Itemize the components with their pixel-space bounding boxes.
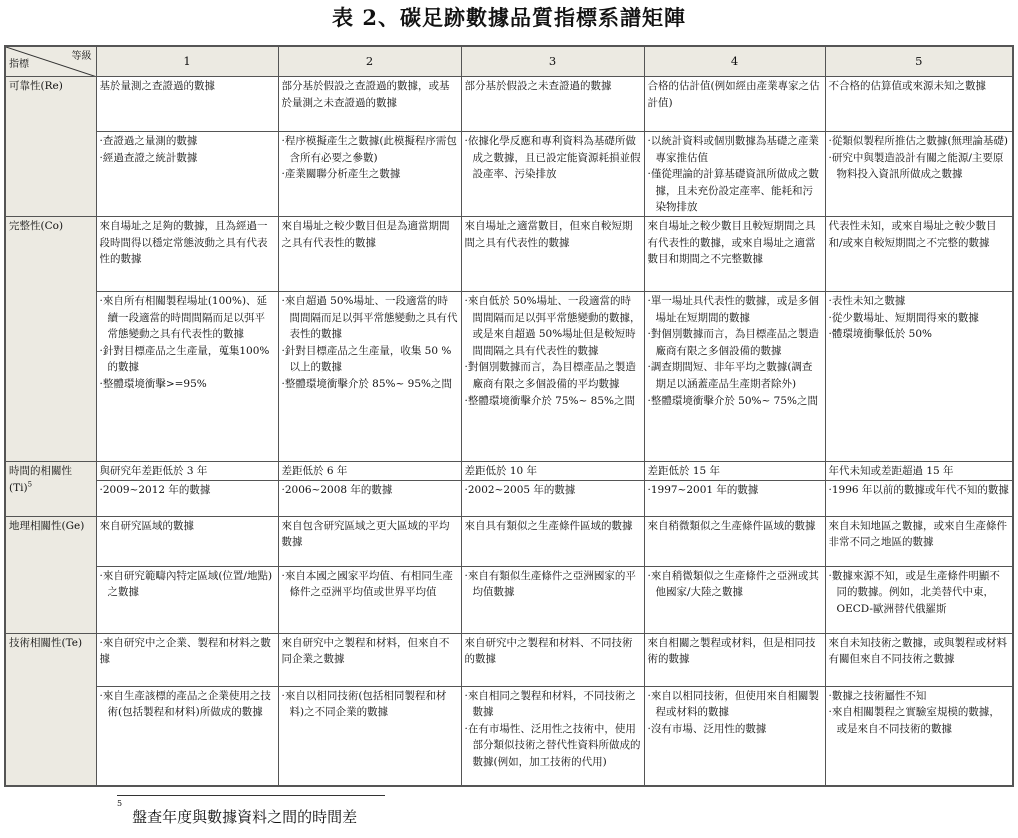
example-cell-level-5 (825, 132, 1013, 217)
indicator-label: 可靠性(Re) (9, 80, 63, 92)
example-item: ·針對目標產品之生產量，蒐集100%的數據 (99, 344, 270, 374)
example-cell-level-2 (278, 132, 461, 217)
example-item: ·數據來源不知，或是生產條件明顯不同的數據。例如，北美替代中東，OECD-歐洲替代俄羅斯 (828, 569, 1000, 615)
row-co-examples (5, 291, 1013, 461)
example-item: ·在有市場性、泛用性之技術中，使用部分類似技術之替代性資料所做成的數據(例如，加工技術的代用) (464, 722, 641, 768)
criteria-cell-level-3: 差距低於 10 年 (461, 461, 644, 480)
example-item: ·針對目標產品之生產量，收集 50 %以上的數據 (281, 344, 452, 374)
level-header-2: 2 (278, 46, 461, 77)
example-cell-level-1 (96, 686, 278, 786)
example-item: ·來自有類似生產條件之亞洲國家的平均值數據 (464, 569, 636, 599)
criteria-cell-level-2: 來自研究中之製程和材料，但來自不同企業之數據 (278, 633, 461, 686)
indicator-axis-label: 指標 (9, 59, 29, 71)
indicator-label: 時間的相關性(Ti) (9, 464, 72, 494)
example-item: ·來自生產該標的產品之企業使用之技術(包括製程和材料)所做成的數據 (99, 689, 271, 719)
row-co-main (5, 216, 1013, 291)
example-item: ·僅從理論的計算基礎資訊所做成之數據，且未充份設定產率、能耗和污染物排放 (647, 168, 819, 214)
example-item: ·查證過之量測的數據 (99, 135, 198, 147)
table-title: 表 2、碳足跡數據品質指標系譜矩陣 (332, 5, 686, 30)
criteria-cell-level-1: 基於量測之查證過的數據 (96, 77, 278, 132)
example-cell-level-3 (461, 686, 644, 786)
example-cell-level-5 (825, 291, 1013, 461)
criteria-cell-level-3: 來自研究中之製程和材料、不同技術的數據 (461, 633, 644, 686)
footnote-separator (117, 795, 385, 796)
example-item: ·體環境衝擊低於 50% (828, 328, 933, 341)
indicator-cell-co (5, 216, 96, 461)
row-ti-main (5, 461, 1013, 480)
level-axis-label: 等級 (71, 51, 92, 62)
row-re-main (5, 77, 1013, 132)
criteria-cell-level-4: 來自稍微類似之生產條件區域的數據 (644, 516, 825, 566)
footnote-ref: 5 (27, 480, 33, 489)
example-item: ·單一場址具代表性的數據，或是多個場址在短期間的數據 (647, 294, 819, 324)
example-cell-level-2 (278, 686, 461, 786)
example-item: ·2006~2008 年的數據 (281, 483, 393, 496)
example-item: ·2002~2005 年的數據 (464, 483, 576, 496)
criteria-cell-level-5: 代表性未知，或來自場址之較少數目和/或來自較短期間之不完整的數據 (825, 216, 1013, 291)
level-header-3: 3 (461, 46, 644, 77)
example-item: ·來自相關製程之實驗室規模的數據，或是來自不同技術的數據 (828, 706, 1000, 735)
example-item: ·依據化學反應和專利資料為基礎所做成之數據，且已設定能資源耗損並假設產率、污染排放 (464, 135, 641, 181)
example-item: ·整體環境衝擊介於 85%~ 95%之間 (281, 377, 452, 390)
example-cell-level-1 (96, 480, 278, 516)
criteria-cell-level-2: 來自場址之較少數目但是為適當期間之具有代表性的數據 (278, 216, 461, 291)
example-item: ·來自所有相關製程場址(100%)、延續一段適當的時間間隔而足以弭平常態變動之具有代表性的數據 (99, 294, 268, 341)
criteria-cell-level-1: ·來自研究中之企業、製程和材料之數據 (96, 633, 278, 686)
example-cell-level-5 (825, 480, 1013, 516)
level-header-5: 5 (825, 46, 1013, 77)
example-item: ·來自低於 50%場址、一段適當的時間間隔而足以弭平常態變動的數據，或是來自超過 50%場址但是較短時間間隔之具有代表性的數據 (464, 294, 641, 357)
indicator-label: 地理相關性(Ge) (9, 519, 85, 532)
example-item: ·整體環境衝擊>=95% (99, 377, 207, 390)
example-item: ·產業關聯分析產生之數據 (281, 168, 401, 181)
example-cell-level-1 (96, 566, 278, 633)
criteria-cell-level-4: 來自相關之製程或材料，但是相同技術的數據 (644, 633, 825, 686)
example-item: ·整體環境衝擊介於 50%~ 75%之間 (647, 394, 818, 407)
indicator-cell-te (5, 633, 96, 786)
example-cell-level-3 (461, 480, 644, 516)
example-item: ·來自超過 50%場址、一段適當的時間間隔而足以弭平常態變動之具有代表性的數據 (281, 294, 458, 341)
criteria-cell-level-4: 合格的估計值(例如經由產業專家之估計值) (644, 77, 825, 132)
example-cell-level-2 (278, 480, 461, 516)
example-cell-level-5 (825, 686, 1013, 786)
criteria-cell-level-1: 來自研究區域的數據 (96, 516, 278, 566)
criteria-cell-level-4: 差距低於 15 年 (644, 461, 825, 480)
row-ge-examples (5, 566, 1013, 633)
row-te-examples (5, 686, 1013, 786)
example-cell-level-5 (825, 566, 1013, 633)
header-corner-cell (5, 46, 96, 77)
example-item: ·2009~2012 年的數據 (99, 483, 211, 496)
criteria-cell-level-5: 來自未知地區之數據，或來自生產條件非常不同之地區的數據 (825, 516, 1013, 566)
indicator-cell-ge (5, 516, 96, 633)
example-item: ·調查期間短、非年平均之數據(調查期足以涵蓋產品生產期者除外) (647, 361, 813, 390)
example-item: ·來自以相同技術(包括相同製程和材料)之不同企業的數據 (281, 689, 447, 719)
example-item: ·1997~2001 年的數據 (647, 483, 759, 496)
header-row (5, 46, 1013, 77)
example-item: ·1996 年以前的數據或年代不知的數據 (828, 483, 1009, 496)
row-te-main (5, 633, 1013, 686)
example-item: ·研究中與製造設計有關之能源/主要原物料投入資訊所做成之數據 (828, 151, 1004, 181)
indicator-label: 技術相關性(Te) (9, 636, 83, 649)
example-item: ·從少數場址、短期間得來的數據 (828, 311, 979, 324)
criteria-cell-level-4: 來自場址之較少數目且較短期間之具有代表性的數據，或來自場址之適當數目和期間之不完整數據 (644, 216, 825, 291)
example-cell-level-2 (278, 566, 461, 633)
criteria-cell-level-5: 不合格的估算值或來源未知之數據 (825, 77, 1013, 132)
example-item: ·數據之技術屬性不知 (828, 689, 927, 702)
example-item: ·來自本國之國家平均值、有相同生產條件之亞洲平均值或世界平均值 (281, 569, 453, 599)
example-cell-level-2 (278, 291, 461, 461)
example-item: ·沒有市場、泛用性的數據 (647, 722, 767, 735)
example-item: ·程序模擬產生之數據(此模擬程序需包含所有必要之參數) (281, 135, 457, 164)
example-item: ·來自稍微類似之生產條件之亞洲或其他國家/大陸之數據 (647, 569, 819, 599)
data-quality-matrix (4, 45, 1014, 787)
example-item: ·對個別數據而言，為目標產品之製造廠商有限之多個設備的平均數據 (464, 361, 636, 390)
example-cell-level-3 (461, 132, 644, 217)
footnote (117, 799, 358, 827)
example-item: ·來自相同之製程和材料，不同技術之數據 (464, 689, 636, 719)
footnote-marker: 5 (117, 799, 123, 808)
indicator-cell-ti (5, 461, 96, 516)
indicator-label: 完整性(Co) (9, 219, 64, 232)
example-cell-level-4 (644, 132, 825, 217)
example-cell-level-4 (644, 686, 825, 786)
example-cell-level-1 (96, 291, 278, 461)
level-header-1: 1 (96, 46, 278, 77)
footnote-text: 盤查年度與數據資料之間的時間差 (132, 808, 358, 826)
example-item: ·以統計資料或個別數據為基礎之產業專家推估值 (647, 135, 819, 164)
example-cell-level-4 (644, 480, 825, 516)
criteria-cell-level-3: 部分基於假設之未查證過的數據 (461, 77, 644, 132)
criteria-cell-level-5: 年代未知或差距超過 15 年 (825, 461, 1013, 480)
example-cell-level-3 (461, 291, 644, 461)
row-ti-examples (5, 480, 1013, 516)
row-re-examples (5, 132, 1013, 217)
criteria-cell-level-5: 來自未知技術之數據，或與製程或材料有關但來自不同技術之數據 (825, 633, 1013, 686)
example-cell-level-4 (644, 291, 825, 461)
row-ge-main (5, 516, 1013, 566)
criteria-cell-level-1: 來自場址之足夠的數據，且為經過一段時間得以穩定常態波動之具有代表性的數據 (96, 216, 278, 291)
matrix-body (5, 77, 1013, 787)
example-cell-level-1 (96, 132, 278, 217)
criteria-cell-level-3: 來自具有類似之生產條件區域的數據 (461, 516, 644, 566)
indicator-cell-re (5, 77, 96, 217)
level-header-4: 4 (644, 46, 825, 77)
criteria-cell-level-1: 與研究年差距低於 3 年 (96, 461, 278, 480)
example-item: ·經過查證之統計數據 (99, 151, 198, 164)
criteria-cell-level-2: 來自包含研究區域之更大區域的平均數據 (278, 516, 461, 566)
example-cell-level-3 (461, 566, 644, 633)
criteria-cell-level-3: 來自場址之適當數目，但來自較短期間之具有代表性的數據 (461, 216, 644, 291)
example-item: ·從類似製程所推估之數據(無理論基礎) (828, 135, 1009, 147)
criteria-cell-level-2: 差距低於 6 年 (278, 461, 461, 480)
example-item: ·對個別數據而言，為目標產品之製造廠商有限之多個設備的數據 (647, 328, 819, 357)
example-cell-level-4 (644, 566, 825, 633)
criteria-cell-level-2: 部分基於假設之查證過的數據，或基於量測之未查證過的數據 (278, 77, 461, 132)
example-item: ·表性未知之數據 (828, 294, 906, 307)
example-item: ·來自以相同技術，但使用來自相關製程或材料的數據 (647, 689, 819, 719)
example-item: ·整體環境衝擊介於 75%~ 85%之間 (464, 394, 635, 407)
example-item: ·來自研究範疇內特定區域(位置/地點)之數據 (99, 569, 273, 599)
